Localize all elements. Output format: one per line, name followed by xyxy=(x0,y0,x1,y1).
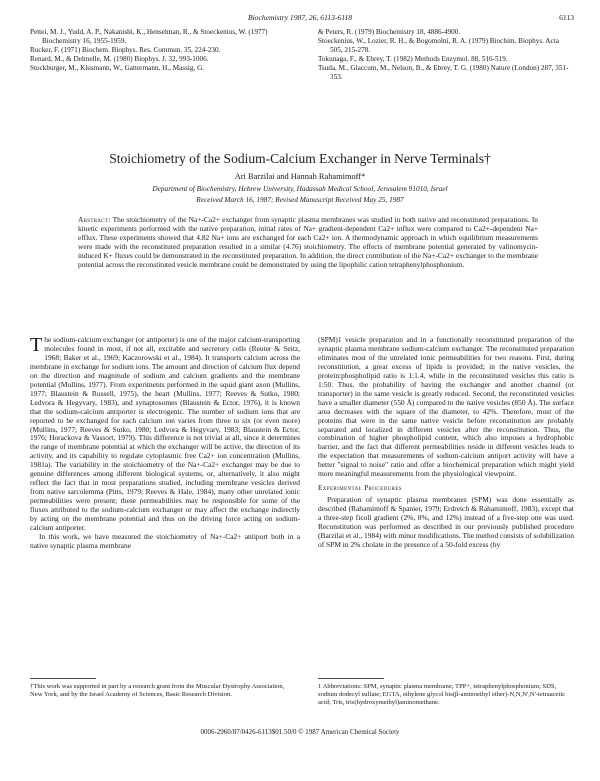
page-number: 6113 xyxy=(559,13,574,22)
drop-cap: T xyxy=(30,334,43,356)
reference-list-continued-left xyxy=(30,28,300,73)
body-paragraph: (SPM)1 vesicle preparation and in a functionally reconstituted preparation of the synaptic plasma membrane sodium-calcium exchanger. The reconstituted preparation eliminates most of the unrelated ionic permeabilities for two reasons. First, during reconstitution, a great excess of lipids is provided; in the native vesicles, the protein:phospholipid ratio is 1:1.4, while in the reconstituted vesicles this ratio is 1:50. Thus, the probability of having the exchanger and another channel (or transporter) in the same vesicle is greatly reduced. Second, the reconstituted vesicles have a smaller diameter (550 Å) compared to the native vesicles (850 Å). The surface area decreases with the square of the diameter, to 42%. Therefore, most of the proteins that were in the same native vesicle before reconstitution are probably separated and localized in different vesicles after the reconstitution. Thus, the combination of higher phospholipid content, which also imposes a hydrophobic barrier, and the fact that different permeabilities reside in different vesicles leads to the expectation that measurements of sodium-calcium antiport activity will have a better "signal to noise" ratio and offer a biochemical preparation which might yield more meaningful measurements from the physiological viewpoint. xyxy=(318,335,574,479)
intro-paragraph xyxy=(30,336,300,533)
reference-item: Stockburger, M., Klusmann, W., Gattermann, H., Massig, G. xyxy=(30,64,205,73)
abbreviations-footnote: 1 Abbreviations: SPM, synaptic plasma membrane; TPP+, tetraphenylphosphonium; SDS, sodium dodecyl sulfate; EGTA, ethylene glycol bis(β-aminoethyl ether)-N,N,N',N'-tetraacetic acid; Tris, tris(hydroxymethyl)aminomethane. xyxy=(318,683,566,707)
reference-item: Tsuda, M., Glaccum, M., Nelson, B., & Ebrey, T. G. (1980) Nature (London) 287, 351-353. xyxy=(318,64,569,82)
affiliation: Department of Biochemistry, Hebrew University, Hadassah Medical School, Jerusalem 91010, Israel xyxy=(152,184,448,193)
abstract xyxy=(78,216,538,269)
copyright-footer: 0006-2960/87/0426-6113$01.50/0 © 1987 American Chemical Society xyxy=(200,728,400,736)
abstract-text: The stoichiometry of the Na+-Ca2+ exchanger from synaptic plasma membranes was studied in both native and reconstituted preparations. In kinetic experiments performed with the native preparation, initial rates of Na+ gradient-dependent Ca2+ influx were compared to Ca2+-dependent Na+ efflux. These experiments showed that 4.82 Na+ ions are exchanged for each Ca2+ ion. A thermodynamic approach in which equilibrium measurements were made with the reconstituted preparation resulted in a similar (4.76) stoichiometry. The effects of membrane potential generated by valinomycin-induced K+ fluxes could be demonstrated in the reconstituted preparation. In addition, the direct contribution of the Na+-Ca2+ exchanger to the membrane potential across the reconstituted vesicle membrane could be demonstrated by using the lipophilic cation tetraphenylphosphonium. xyxy=(78,215,538,269)
section-heading: Experimental Procedures xyxy=(318,484,402,493)
body-column-right xyxy=(318,336,574,550)
reference-item: Renard, M., & Delmelle, M. (1980) Biophys. J. 32, 993-1006. xyxy=(30,55,209,64)
reference-item: Tokunaga, F., & Ebrey, T. (1982) Methods Enzymol. 88, 516-519. xyxy=(318,55,508,64)
footnote-rule xyxy=(318,678,384,679)
body-paragraph: Preparation of synaptic plasma membranes (SPM) was done essentially as described (Rahamimoff & Spanier, 1979; Erdreich & Rahamimoff, 1983), except that a three-step ficoll gradient (2%, 8%, and 12%) instead of a five-step one was used. Reconstitution was performed as described in our previously published procedure (Barzilai et al., 1984) with minor modifications. The method consists of solubilization of SPM in 2% cholate in the presence of a 50-fold excess (by xyxy=(318,495,574,549)
reference-list-continued-right xyxy=(318,28,573,83)
reference-item: Stoeckenius, W., Lozier, R. H., & Bogomolni, R. A. (1979) Biochim. Biophys. Acta 505, 215-278. xyxy=(318,37,559,55)
abstract-label: Abstract: xyxy=(78,215,111,224)
article-title: Stoichiometry of the Sodium-Calcium Exchanger in Nerve Terminals† xyxy=(109,151,491,166)
body-paragraph: In this work, we have measured the stoichiometry of Na+-Ca2+ antiport both in a native synaptic plasma membrane xyxy=(30,531,300,550)
running-header: Biochemistry 1987, 26, 6113-6118 xyxy=(247,13,353,22)
funding-footnote: †This work was supported in part by a research grant from the Muscular Dystrophy Association, New York, and by the Israel Academy of Sciences, Basic Research Division. xyxy=(30,683,285,699)
intro-paragraph-text: he sodium-calcium exchanger (or antiporter) is one of the major calcium-transporting molecules found in most, if not all, excitable and secretory cells (Reuter & Seitz, 1968; Baker et al., 1969; Kaczorowski et al., 1984). It transports calcium across the membrane in exchange for sodium ions. The amount and direction of calcium flux depend on the direction and magnitude of sodium and calcium gradients and the membrane potential (Mullins, 1977). From experiments performed in the squid giant axon (Mullins, 1977; Blaustein & Russell, 1975), the heart (Mullins, 1977; Reeves & Sutko, 1980; Ledvora & Hegyvary, 1983), and synaptosomes (Blaustein & Ector, 1976), it is known that the sodium-calcium antiporter is electrogenic. The number of sodium ions that are reported to be exchanged for each calcium ion varies from three to six (or even more) (Mullins, 1977; Reeves & Sutko, 1980; Ledvora & Hegyvary, 1983; Blaustein & Ector, 1976; Horackova & Vassort, 1979). This difference is not trivial at all, since it determines the range of membrane potential at which the exchanger will be active, the direction of its activity, and its capability to regulate cytoplasmic free Ca2+ ion concentration (Mullins, 1981a). The variability in the stoichiometry of the Na+-Ca2+ exchanger may be due to genuine differences among different biological systems, or, alternatively, it also might reflect the fact that in most preparations studied, including membrane vesicles derived from native sarcolemma (Pitts, 1979; Reeves & Hale, 1984), many other unrelated ionic permeabilities were present; these permeabilities may be responsible for some of the fluxes attributed to the sodium-calcium exchanger or may affect the exchange indirectly by acting on the membrane potential and thus on the driving force acting on sodium-calcium antiporter. xyxy=(30,335,300,533)
reference-item: & Peters, R. (1979) Biochemistry 18, 4886-4900. xyxy=(318,28,461,36)
reference-item: Rucker, F. (1971) Biochem. Biophys. Res. Commun. 35, 224-230. xyxy=(30,46,221,55)
author-line: Ari Barzilai and Hannah Rahamimoff* xyxy=(234,172,366,181)
footnote-rule xyxy=(30,678,96,679)
received-dates: Received March 16, 1987; Revised Manuscript Received May 25, 1987 xyxy=(196,195,404,204)
body-column-left xyxy=(30,336,300,551)
reference-item: Pettei, M. J., Yudd, A. P., Nakanishi, K., Henselman, R., & Stoeckenius, W. (1977) Biochemistry 16, 1955-1959. xyxy=(30,28,268,46)
